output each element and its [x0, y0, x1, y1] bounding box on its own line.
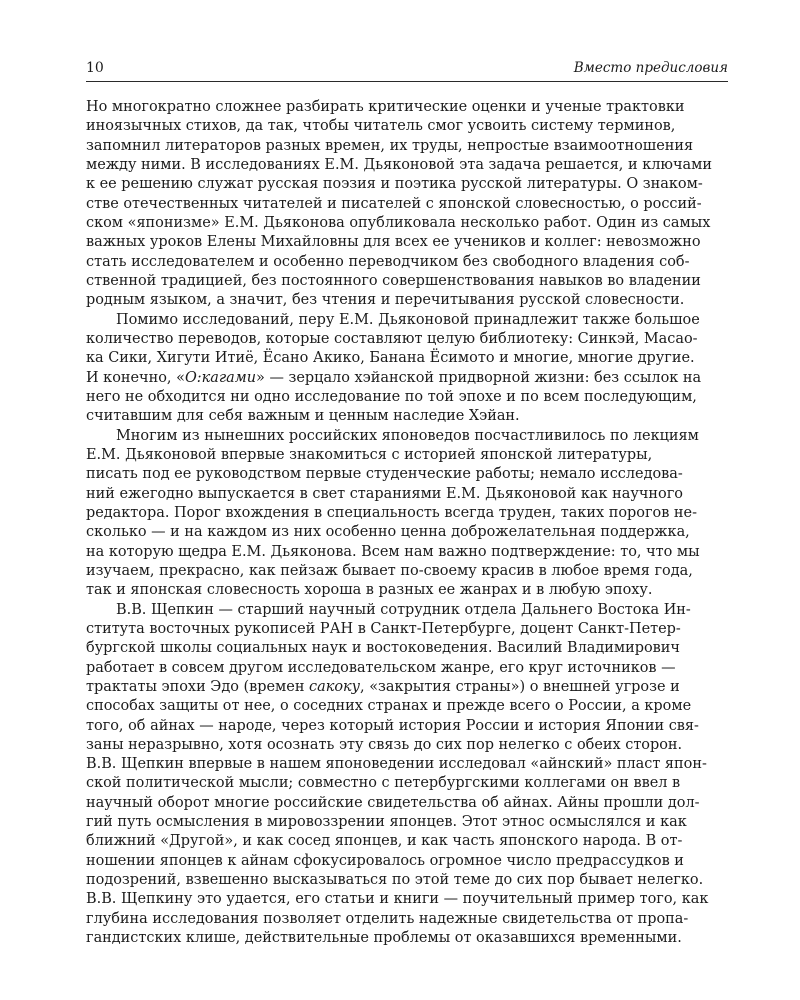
text-line: сколько — и на каждом из них особенно ценна доброжелательная поддержка, — [86, 524, 690, 541]
text-line: Помимо исследований, перу Е.М. Дьяконовой принадлежит также большое — [116, 311, 700, 328]
text-line: запомнил литераторов разных времен, их труды, непростые взаимоотношения — [86, 137, 694, 154]
text-line: ском «японизме» Е.М. Дьяконова опубликовала несколько работ. Один из самых — [86, 214, 711, 231]
paragraph — [86, 98, 728, 311]
text-line: гий путь осмысления в мировоззрении японцев. Этот этнос осмыслялся и как — [86, 814, 687, 831]
text-line: редактора. Порог вхождения в специальность всегда труден, таких порогов не- — [86, 504, 697, 521]
text-line: бургской школы социальных наук и востоковедения. Василий Владимирович — [86, 640, 680, 657]
text-line: того, об айнах — народе, через который история России и история Японии свя- — [86, 717, 699, 734]
text-line: писать под ее руководством первые студенческие работы; немало исследова- — [86, 466, 683, 483]
text-line: него не обходится ни одно исследование по той эпохе и по всем последующим, — [86, 388, 697, 405]
text-line: В.В. Щепкин впервые в нашем японоведении исследовал «айнский» пласт япон- — [86, 756, 707, 773]
text-line: заны неразрывно, хотя осознать эту связь до сих пор нелегко с обеих сторон. — [86, 736, 683, 753]
text-line: важных уроков Елены Михайловны для всех ее учеников и коллег: невозможно — [86, 234, 701, 251]
italic-term: О:кагами — [184, 369, 257, 386]
text-line: родным языком, а значит, без чтения и перечитывания русской словесности. — [86, 292, 685, 309]
text-line: ний ежегодно выпускается в свет стараниями Е.М. Дьяконовой как научного — [86, 485, 683, 502]
paragraph — [86, 427, 728, 601]
text-line: количество переводов, которые составляют целую библиотеку: Синкэй, Масао- — [86, 330, 698, 347]
italic-term: сакоку — [309, 678, 361, 695]
paragraph — [86, 601, 728, 949]
page-number: 10 — [86, 60, 104, 76]
text-line: трактаты эпохи Эдо (времен сакоку, «закрытия страны») о внешней угрозе и — [86, 678, 680, 695]
text-line: В.В. Щепкин — старший научный сотрудник отдела Дальнего Востока Ин- — [116, 601, 691, 618]
text-line: иноязычных стихов, да так, чтобы читатель смог усвоить систему терминов, — [86, 118, 676, 135]
text-line: к ее решению служат русская поэзия и поэтика русской литературы. О знаком- — [86, 176, 703, 193]
body-text — [86, 98, 728, 947]
text-line: ственной традицией, без постоянного совершенствования навыков во владении — [86, 272, 701, 289]
text-line: В.В. Щепкину это удается, его статьи и книги — поучительный пример того, как — [86, 891, 709, 908]
running-header — [86, 55, 728, 82]
text-line: ститута восточных рукописей РАН в Санкт-Петербурге, доцент Санкт-Петер- — [86, 620, 681, 637]
text-line: ближний «Другой», и как сосед японцев, и как часть японского народа. В от- — [86, 833, 683, 850]
text-line: так и японская словесность хороша в разных ее жанрах и в любую эпоху. — [86, 582, 653, 599]
text-line: считавшим для себя важным и ценным наследие Хэйан. — [86, 408, 520, 425]
chapter-title: Вместо предисловия — [573, 60, 728, 76]
text-line: подозрений, взвешенно высказываться по этой теме до сих пор бывает нелегко. — [86, 872, 704, 889]
text-line: гандистских клише, действительные проблемы от оказавшихся временными. — [86, 930, 682, 947]
text-line: научный оборот многие российские свидетельства об айнах. Айны прошли дол- — [86, 794, 700, 811]
text-line: глубина исследования позволяет отделить надежные свидетельства от пропа- — [86, 910, 689, 927]
text-line: Е.М. Дьяконовой впервые знакомиться с историей японской литературы, — [86, 446, 653, 463]
paragraph — [86, 311, 728, 427]
text-line: стать исследователем и особенно переводчиком без свободного владения соб- — [86, 253, 690, 270]
text-line: ношении японцев к айнам сфокусировалось огромное число предрассудков и — [86, 852, 684, 869]
text-line: ка Сики, Хигути Итиё, Ёсано Акико, Банана Ёсимото и многие, многие другие. — [86, 350, 695, 367]
text-line: Но многократно сложнее разбирать критические оценки и ученые трактовки — [86, 99, 685, 115]
text-line: между ними. В исследованиях Е.М. Дьяконовой эта задача решается, и ключами — [86, 156, 712, 173]
text-line: изучаем, прекрасно, как пейзаж бывает по-своему красив в любое время года, — [86, 562, 693, 579]
text-line: ской политической мысли; совместно с петербургскими коллегами он ввел в — [86, 775, 681, 792]
text-line: работает в совсем другом исследовательском жанре, его круг источников — — [86, 659, 676, 676]
text-line: на которую щедра Е.М. Дьяконова. Всем нам важно подтверждение: то, что мы — [86, 543, 700, 560]
text-line: Многим из нынешних российских японоведов посчастливилось по лекциям — [116, 427, 699, 444]
text-line: И конечно, «О:кагами» — зерцало хэйанской придворной жизни: без ссылок на — [86, 369, 702, 386]
text-line: стве отечественных читателей и писателей с японской словесностью, о россий- — [86, 195, 702, 212]
text-line: способах защиты от нее, о соседних странах и прежде всего о России, а кроме — [86, 698, 692, 715]
